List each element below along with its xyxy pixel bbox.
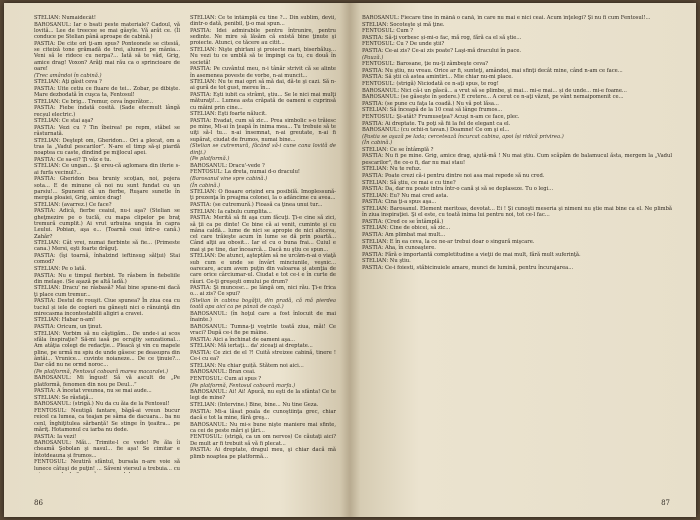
- text-paragraph: FENTOSUL: Neutigă fantare, băgă-ai vreun bucur reicel ca lumea, ca teajan pe săma de dacuara... ba nu cenl, înghiţitulea sărbanță! Se stinge în ţeaitra... pe măriţ. Hotamonul cu iarba nu dede.: [34, 408, 180, 433]
- text-paragraph: PASTIA: Nu ştiu, nu vreau. Orice ar fi, sunteţi, amândoi, mai sfinţi decât mine, când n-am ce face...: [362, 67, 623, 74]
- text-paragraph: STELIAN: O fioaare orișind era posibilă. Imoplessună-ţi prezenţa în preajma colonei, la o adâncime cu avea...: [190, 189, 336, 202]
- text-paragraph: STELIAN: Nu te refuz.: [362, 166, 422, 173]
- text-paragraph: FENTOSUL: Cum ai spus ?: [190, 375, 262, 382]
- text-paragraph: PASTIA: Ai dreptate. Tu poţi să fii la fel de elegant ca el.: [362, 120, 511, 127]
- text-paragraph: PASTIA: De cite ori ţi-am spus? Ponteonele se citesiă, se citeiză tone grămadă de trei, aluneci pe mânia... Veni să le ridece cu nerpa?... Iată să te văd, Grig, amice drag! Voxon? Arăţi mai rău ca o sprincioare de oare!: [34, 40, 180, 72]
- text-paragraph: PASTIA: Gheridon bea bruniy scoţian, noi, pojera sota... E de minune că noi nu sunt fundat cu un parsiu!... Spunemi că un fierbe, Ruşare sunetle în mergia ploaiei, Grig, amice drag!: [34, 176, 180, 202]
- text-column-1: [34, 15, 180, 473]
- right-page: [350, 3, 696, 517]
- text-paragraph: PASTIA: Ce-ai zis? Ce-ai zis poate? Laşi-mă dracului în pace.: [362, 47, 522, 54]
- text-paragraph: STELIAN: E în ea ceva, la ce ne-ar trebui doar o singură mişcare.: [362, 238, 535, 245]
- text-paragraph: BAROSANUL: Mi îngust! Să vă ascult de „Pe platformă, fenomen din nou pe Deul...”: [34, 375, 180, 388]
- text-paragraph: BAROSANUL: (strigă.) Nu da cu ăia de la Fentosul!: [34, 401, 170, 408]
- text-paragraph: PASTIA: Da, dar nu poate intra într-o cană şi să se deplaseze. Tu o legi...: [362, 186, 554, 193]
- text-paragraph: STELIAN: Dracu' ne râsbasă? Mai bine spune-mi dacă ţi place cum tremur...: [34, 285, 180, 298]
- text-paragraph: STELIAN: Barosanul. Element meritoas, devotat... Ei ! Şi cunoşti meseria şi nimeni nu ştie mai bine ca el. Ne plimbă în ziua inspiraţiei. Şi el este, cu toată inima lui pentru noi, tot ce-l fac...: [362, 205, 672, 219]
- text-paragraph: BAROSANUL: Bran ceai.: [190, 369, 256, 376]
- text-paragraph: FENTOSUL: Cu ? De unde ştii?: [362, 41, 445, 48]
- text-paragraph: STELIAN: Cât vrei, numai fierbinte să fie... (Primeste cana.) Mersi, eşti foarte drăguţ.: [34, 240, 180, 253]
- text-column-2: [190, 15, 336, 473]
- text-paragraph: STELIAN: Ia cabulu cumplita...: [190, 208, 272, 215]
- text-paragraph: STELIAN: Vorbim să nu câştigăm... De unde-i ai scos sfâla înspiraţie? Să-mi iasă pe ocrajiiy senzational... Am atâţia colegi de redacţie... Pleacă şi vin cu mapele pline, pe urmă nu spiu de unde găsesc pe deasupra din ântâi... Vrunice... cuvinte noianeze... De ce ţinuie?... Dar căd nu ne ormd noroc...: [34, 330, 180, 369]
- text-paragraph: STELIAN: Aţi gâsit ceva ?: [34, 79, 102, 86]
- text-paragraph: PASTIA: Şi muncesc... pe lângă om, nici rău. Ţi-e frica o... ai zis? Ce spui?: [190, 285, 336, 298]
- page-number-left: 86: [34, 499, 43, 507]
- text-paragraph: PASTIA: Ia vezi!: [34, 433, 77, 440]
- text-paragraph: PASTIA: Ce sa-ei? Ţi văz e tu.: [34, 156, 112, 163]
- text-paragraph: PASTIA: Mi-a lăsat poala de cunoştiinţa grec, chiar dacă e tot la mine, fără greş...: [190, 408, 336, 421]
- text-paragraph: PASTIA: Nu e timpul fierbint. Te râsbem în fiebeliile din melaşe. (Se aşază pe altă ladă.): [34, 272, 180, 285]
- text-paragraph: FENTOSUL: (strigă) Niciodată ce n-aţi spus, te rog!: [362, 80, 499, 87]
- text-paragraph: (În cabină.): [362, 140, 393, 147]
- text-paragraph: STELIAN: Eşti foarte nălucit.: [190, 111, 267, 118]
- text-paragraph: PASTIA: A încetat vreunea, nu se mai aude...: [34, 388, 152, 395]
- text-paragraph: PASTIA: Oricum, un ţinut.: [34, 324, 103, 331]
- text-paragraph: PASTIA: Vezi cu ? Tin îbeirea! pe repm, stăbel se râsturnată.: [34, 124, 180, 138]
- text-paragraph: STELIAN: Numaidecât!: [34, 15, 96, 21]
- text-paragraph: (Pe platformă.): [190, 156, 230, 163]
- text-paragraph: STELIAN: Se răsfaţă...: [34, 394, 94, 401]
- text-paragraph: PASTIA: Fiebe îndată cosită. (Sade efecmult lângă recșul electric.): [34, 105, 180, 118]
- text-paragraph: (Stelian se cutremură, făcând să-i cune cana lovită de dinţi.): [190, 143, 336, 156]
- text-paragraph: STELIAN: Ce ungan... Şi ereu-că aglomara din iferie s-ai furfa vecinul?...: [34, 163, 180, 176]
- text-paragraph: BAROSANUL: Iar o bsati peste materiale? Cadoul, vă lovită... Lee de treecee se mai gâsyle. Vă arăt ce. (Îl conduce pe Stelian până aproape de cabină.): [34, 21, 180, 41]
- text-paragraph: (Pastia se aşază pe lada; cercetează încurcat cabina, apoi își ridică privirea.): [362, 133, 564, 140]
- text-paragraph: FENTOSUL: Barosane, ţie nu-ţi zâmbeşte ceva?: [362, 61, 489, 68]
- text-paragraph: BAROSANUL: (cu ochii-n tavan.) Doamne! Ce om şi el...: [362, 127, 510, 134]
- text-paragraph: BAROSANUL: Nu mi-s bune nişte maniere mai sfinte, ca cei de peste mări şi ţări...: [190, 421, 336, 434]
- text-paragraph: PASTIA: Poate crezi că-i pentru dintre noi asa mai repede să nu cred.: [362, 172, 545, 179]
- text-paragraph: PASTIA: Evadat, cum să zic... Prea simbolic s-o trăiesc pe mine, Mi-ai în ţeapă în inima mea... Tu trebuie să te uiţi să-l tu... n-ai însemnat, n-ai greutate, n-ai fi supărat, ciudat de frumos, numai bine...: [190, 117, 336, 143]
- text-paragraph: (Stelian în cabina bogăţii, din pradă, că mă pierdea toată apa aici ca pe pânză de caşă.): [190, 298, 336, 311]
- text-paragraph: FENTOSUL: Cum ?: [362, 28, 414, 35]
- text-paragraph: PASTIA: Fără o importantă completitudine a vieţii de mai mult, fără mult suferinţă.: [362, 251, 581, 258]
- text-paragraph: STELIAN: Nu chiar guiță. Stătem noi aici...: [190, 362, 304, 369]
- text-paragraph: PASTIA: Ce-i foiesti, stăbicinuiele amare, munci de lumină, pentru încurajarea...: [362, 264, 574, 271]
- text-paragraph: STELIAN: Nu ştiu.: [362, 258, 411, 265]
- text-paragraph: BAROSANUL: Tumna-ţi voştrile toată ziua, măi! Ce vraci? După ce-i fie pe mâine.: [190, 323, 336, 337]
- text-paragraph: PASTIA: Nu fi pe mine. Grig, amice drag, ajută-mă ! Nu mai ştiu. Cum scăpăm de balamucul ăsta, mergem la „Vadul pescarilor", fie ce-o fi, dar nu mai stau!: [362, 153, 672, 166]
- text-paragraph: PASTIA: (îşi toarnă, înhalzind ieftinsug sălţui) Stai comod?: [34, 253, 180, 266]
- text-paragraph: PASTIA: Ce zici de el ?! Cuită streizee cabină, tinere ! Ce-i cu ea?: [190, 349, 336, 363]
- text-paragraph: PASTIA: Pe cuvântul meu, n-i tânăr strivit că se alinte în asemenea poveste de vorbe, n-ai muncit...: [190, 66, 336, 79]
- text-paragraph: STELIAN: Socoteşte şi mă ţine.: [362, 21, 445, 28]
- text-paragraph: PASTIA: Am plimbat mai mult...: [362, 232, 446, 238]
- text-paragraph: PASTIA: (Cred ce se întâmplă.): [362, 218, 444, 225]
- text-paragraph: STELIAN: Habar n-am!: [34, 317, 96, 324]
- text-paragraph: STELIAN: Deştept om, Gheridon... Ori a plecat, om a tras la „Vadul pescarilor”. N-are el timp să-şi piardă noaptea cu caste, dindind pe mijlocul apei.: [34, 137, 180, 157]
- text-paragraph: BAROSANUL: Măi... Trimite-l ce vede! Pe ăla îi cheamă Şobolan şi nasul... fie așa! Se cimitar e întotdeauna și frumos...: [34, 440, 180, 459]
- text-paragraph: STELIAN: (avarrez.) Ce face?: [34, 201, 112, 208]
- text-paragraph: FENTOSUL: La dreta, numai d-o draculu!: [190, 169, 301, 176]
- text-paragraph: PASTIA: Destul de rouşit. Ciue spunea? În ziua cea cu tuciul și iele de cogieri nu gănești nici o rănuinţă din mirecasma incontestabilii aligiri a cravei.: [34, 298, 180, 317]
- text-paragraph: BAROSANUL: Ai! Ai! Apucă, nu eşti de la sfânta! Ce te legi de mine?: [190, 389, 336, 402]
- text-paragraph: FENTOSUL: Neutiră sfântul, bursala n-are voie să lunece câtuşi de puţin! ... Săveni viersul a trebuia... cu: [34, 459, 180, 472]
- text-paragraph: STELIAN: Nu te mai opri să mă dai, dă-te şi cazi. Să n-ai gură de tot gust, mereu în...: [190, 79, 336, 92]
- text-paragraph: (Pauză.): [362, 54, 384, 61]
- text-paragraph: PASTIA: Uite cetiu ce fluare de tei... Zobar, pe dibişte. Mare dezbodată în cuşca ta, Fentosul!: [34, 85, 180, 99]
- text-paragraph: BAROSANUL: Dracu'-vede ?: [190, 162, 265, 169]
- text-paragraph: STELIAN: Să înceapă de la 10 ceai să lânge frumos...: [362, 107, 503, 114]
- text-paragraph: STELIAN: Ce te întâmplă cu tine ?... Din sublim, devii, dintr-o dată, penibil, ţi-o mai spun...: [190, 15, 336, 28]
- text-paragraph: PASTIA: Ai dreptate, dragul meu, şi chiar dacă mă plimb noaptea pe platformă...: [190, 447, 336, 460]
- left-page: [4, 3, 350, 517]
- text-paragraph: PASTIA: Adică, fierbe ceaiul, nu-i aşa? (Stelian se gheţmezire pe o tuclă, cu mapa clipelor pe braţ tremură cumplit.) Ai vrut urbuina unguia în capra Leului. Pobian, aşa e... (Toarnă ceai într-o cană.) Zahăr?: [34, 208, 180, 240]
- text-paragraph: PASTIA: Eşti iubit ca strâmt, ştiu... Se le nici mai mulţi măturaţi!... Lumea asta crăpată de oameni e cuprinsă cu mâini prin cine...: [190, 92, 336, 111]
- text-paragraph: STELIAN: De atunci, aşteptăm să ne urcăm-n-ai o viaţă sub cum e unde se învârt minciunile, veşnic... oarecare, acum avem puţin din valoarea şi atenţia de care orice cârciumar-ul. Ciudat e tot ce-i e în curte de râuri. Ce-ţi greşeşti omului pe drum?: [190, 253, 336, 285]
- text-paragraph: BAROSANUL: Nici că-i un găscă... a vrut să se plimbe, şi mai... mi-e mai... și de unde... mi-e foame...: [362, 87, 627, 94]
- text-paragraph: STELIAN: Ce se întâmplă ?: [362, 146, 434, 153]
- text-paragraph: BAROSANUL: (se găseşte în şedere.) E cretere... A cerut ce n-aţi văzut, pe vânt nemaipomenit ce...: [362, 94, 624, 101]
- text-paragraph: (Barosanul vine spre cabină.): [190, 175, 268, 182]
- text-paragraph: STELIAN: Pe o lată.: [34, 265, 87, 272]
- text-paragraph: STELIAN: Mă iertaţi... da' ziceaţi ai dreptate...: [190, 343, 313, 350]
- text-paragraph: BAROSANUL: (în hoţul care a fost înlocuit de mai înainte.): [190, 310, 336, 324]
- text-column-3: [362, 15, 672, 473]
- text-paragraph: (Trec amândoi în cabină.): [34, 72, 102, 79]
- text-paragraph: FENTOSUL: (strigă, ca un om nervos) Ce căutaţi aici? De mult ar fi trebuit să vă fi plecat...: [190, 434, 336, 447]
- text-paragraph: STELIAN: Să ştiu, ce mai e cu tine?: [362, 179, 456, 186]
- text-paragraph: (Pe platformă, Fentosul coboară marea macaralei.): [34, 368, 168, 375]
- text-paragraph: PASTIA: Idei admirabile pentru întrunire, pentru sedinte. Ne mire să lăsăm că există bine ţinute şi proiecte. Atunci, ce tăcere au citit...: [190, 27, 336, 47]
- text-paragraph: PASTIA: Să-ţi vorbesc și-mi-o fac, mă rog, fără ca el să ştie...: [362, 34, 522, 41]
- text-paragraph: BAROSANUL: Fiecare tine în mână o cană, în care nu mai e nici ceai. Acum înţelegi? Şi nu fi cum Fentosul!...: [362, 15, 651, 21]
- text-paragraph: PASTIA: Să ştii că astea amintiri... Mie chiar nu-mi place.: [362, 74, 513, 81]
- text-paragraph: STELIAN: (Intervine.) Bine, bine... Nu tine Geza.: [190, 402, 319, 409]
- text-paragraph: STELIAN: Cine de obicei, să zic...: [362, 225, 451, 232]
- text-paragraph: STELIAN: Ce stai aşa?: [34, 118, 94, 125]
- page-number-right: 87: [661, 499, 670, 507]
- text-paragraph: (În cabină.): [190, 182, 221, 189]
- text-paragraph: PASTIA: Cina ţi-a spus aşa...: [362, 199, 437, 206]
- text-paragraph: PASTIA: Merită să fii aşa cum făcuţi. Ţi-e cine să zici, să ţii ca pe dinte! Ce bine că ai venit, cuminte şi cu mâna caldă... lume de nici se apropie de nici altceva, cel care trăieşte acum în lume se dă prin poartă... Când alţii au obosit... Iar el cu o buna frai... Cuiul e mai şi pe tine, dar încearcă... Dacă nu ştiu ce spun...: [190, 215, 336, 253]
- text-paragraph: PASTIA: Aici a închinat de oameni aşa...: [190, 336, 296, 343]
- text-paragraph: PASTIA: (se pune cu faţa la coadă.) Nu vă pot lăsa...: [362, 100, 499, 107]
- text-paragraph: PASTIA: Aha, în cunoaştere.: [362, 245, 436, 252]
- book-spread: [4, 3, 696, 517]
- text-paragraph: FENTOSUL: Şi-atât? Frumuseţea? Acuşi n-am ce face, plec.: [362, 113, 520, 120]
- text-paragraph: STELIAN: Nişte ghirlani şi proiecte mari, biserbăluş... Nu vezi tu ce umblă să te împingi ca tu, cu două în societă!: [190, 47, 336, 66]
- text-paragraph: STELIAN: Ce brig... Tremur, ceva îngerător...: [34, 98, 154, 105]
- text-paragraph: (Pe platformă, Fentosul coboară marfa.): [190, 382, 296, 389]
- text-paragraph: STELIAN: Eu? Nu mai cred asta.: [362, 192, 449, 199]
- text-paragraph: PASTIA: (se cutremură.) Fioasă ca ţinea unui tur...: [190, 202, 323, 209]
